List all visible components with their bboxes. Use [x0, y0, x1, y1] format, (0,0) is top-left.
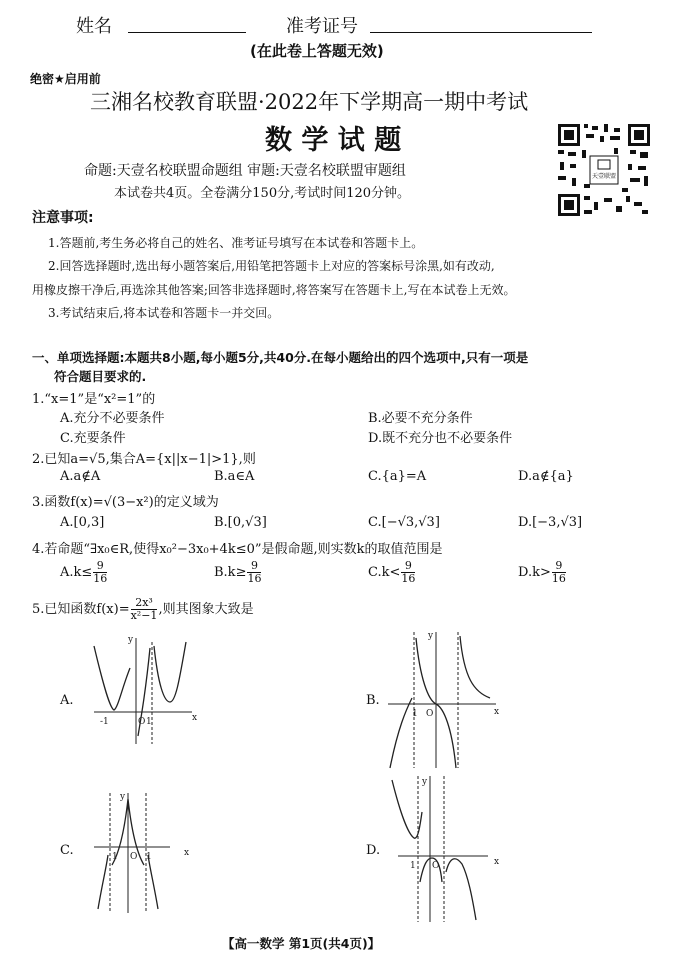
origin-label: O — [432, 861, 440, 871]
q2-option-c: C.{a}=A — [368, 469, 427, 484]
curve — [390, 636, 490, 768]
q5-stem: 5.已知函数f(x)= $\frac{\text{2x³}}{\text{x²−1}}$ ,则其图象大致是 — [32, 596, 254, 622]
q2-option-b: B.a∈A — [214, 469, 255, 484]
exam-no-label: 准考证号 — [286, 16, 358, 37]
qr-caption: 天壹联盟 — [591, 173, 617, 180]
q3-option-a: A.[0,3] — [60, 515, 105, 530]
curve — [392, 780, 476, 920]
page-footer: 【高一数学 第1页(共4页)】 — [222, 936, 381, 951]
section-heading-cont: 符合题目要求的. — [54, 369, 147, 384]
tick-label: 1 — [410, 861, 416, 871]
x-label: x — [494, 707, 500, 717]
q3-stem: 3.函数f(x)=√(3−x²)的定义域为 — [32, 495, 219, 510]
y-label: y — [120, 792, 126, 802]
q1-option-c: C.充要条件 — [60, 431, 126, 446]
setter-line: 命题:天壹名校联盟命题组 审题:天壹名校联盟审题组 — [84, 163, 406, 179]
tick-label: 1 — [146, 852, 152, 862]
origin-label: O — [130, 852, 138, 862]
origin-label: O — [426, 709, 434, 719]
section-heading: 一、单项选择题:本题共8小题,每小题5分,共40分.在每小题给出的四个选项中,只有一项是 — [32, 350, 529, 365]
tick-label: 1 — [112, 852, 118, 862]
q2-stem: 2.已知a=√5,集合A={x||x−1|>1},则 — [32, 452, 256, 467]
q5-option-b-label: B. — [366, 693, 380, 708]
exam-info: 本试卷共4页。全卷满分150分,考试时间120分钟。 — [114, 186, 411, 201]
q1-option-d: D.既不充分也不必要条件 — [368, 431, 513, 446]
graph-a — [80, 628, 210, 748]
note-item: 1.答题前,考生务必将自己的姓名、准考证号填写在本试卷和答题卡上。 — [48, 236, 424, 250]
q4-option-d: D.k> $\frac{9}{16}$ — [518, 559, 566, 585]
note-item: 用橡皮擦干净后,再选涂其他答案;回答非选择题时,将答案写在答题卡上,写在本试卷上无效。 — [32, 283, 516, 297]
y-label: y — [128, 635, 134, 645]
note-item: 2.回答选择题时,选出每小题答案后,用铅笔把答题卡上对应的答案标号涂黑,如有改动, — [48, 259, 495, 273]
q4-option-c: C.k< $\frac{9}{16}$ — [368, 559, 416, 585]
y-label: y — [422, 777, 428, 787]
q5-option-a-label: A. — [60, 693, 74, 708]
q5-option-d-label: D. — [366, 843, 381, 858]
q1-stem: 1.“x=1”是“x²=1”的 — [32, 392, 156, 407]
x-label: x — [494, 857, 500, 867]
graph-d — [386, 772, 512, 924]
qr-code — [556, 122, 652, 218]
q3-option-b: B.[0,√3] — [214, 515, 267, 530]
tick-label: 1 — [412, 709, 418, 719]
q5-option-c-label: C. — [60, 843, 74, 858]
q2-option-d: D.a∉{a} — [518, 469, 574, 484]
q2-option-a: A.a∉A — [60, 469, 101, 484]
x-label: x — [184, 848, 190, 858]
exam-title: 三湘名校教育联盟·2022年下学期高一期中考试 — [90, 90, 529, 114]
secret-mark: 绝密★启用前 — [30, 72, 101, 86]
q3-option-c: C.[−√3,√3] — [368, 515, 440, 530]
q1-option-a: A.充分不必要条件 — [60, 411, 165, 426]
origin-label: O — [138, 717, 146, 727]
q3-option-d: D.[−3,√3] — [518, 515, 583, 530]
notice: (在此卷上答题无效) — [250, 42, 384, 60]
graph-c — [80, 785, 210, 915]
q4-option-b: B.k≥ $\frac{9}{16}$ — [214, 559, 262, 585]
name-blank — [128, 14, 246, 33]
q4-option-a: A.k≤ $\frac{9}{16}$ — [60, 559, 108, 585]
q1-option-b: B.必要不充分条件 — [368, 411, 473, 426]
note-item: 3.考试结束后,将本试卷和答题卡一并交回。 — [48, 306, 280, 320]
q4-stem: 4.若命题“∃x₀∈R,使得x₀²−3x₀+4k≤0”是假命题,则实数k的取值范围是 — [32, 542, 443, 557]
y-label: y — [428, 631, 434, 641]
tick-label: 1 — [146, 717, 152, 727]
notes-title: 注意事项: — [32, 210, 94, 226]
x-label: x — [192, 713, 198, 723]
subject-title: 数 学 试 题 — [265, 125, 402, 156]
graph-b — [380, 628, 510, 770]
exam-no-blank — [370, 14, 592, 33]
tick-label: -1 — [100, 717, 109, 727]
name-label: 姓名 — [76, 16, 112, 37]
